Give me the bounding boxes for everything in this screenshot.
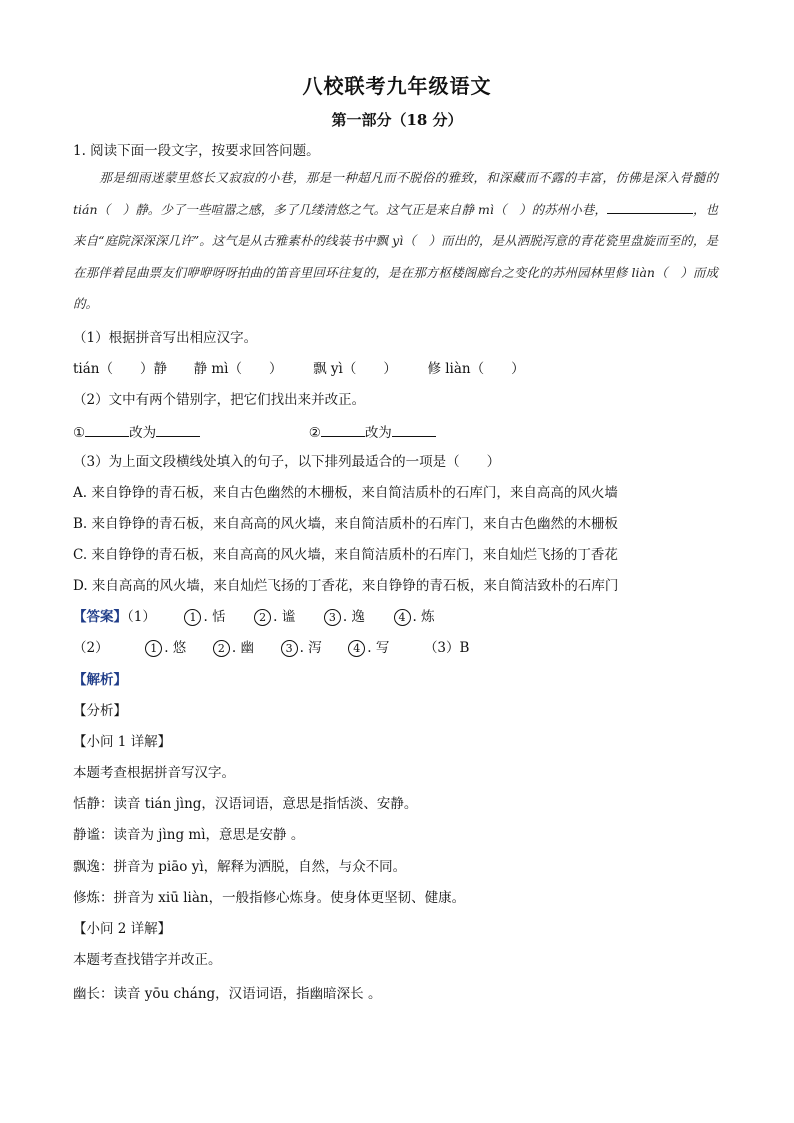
sub-question-2-items xyxy=(73,422,436,442)
correction-1-right-blank[interactable] xyxy=(156,422,200,437)
correction-2-wrong-blank[interactable] xyxy=(321,422,365,437)
correction-1-wrong-blank[interactable] xyxy=(85,422,129,437)
answer-1-1-number: 1 xyxy=(184,609,201,626)
correction-1-number: ① xyxy=(73,425,86,441)
answer-part1-label: （1） xyxy=(127,609,156,625)
answer-2-2-number: 2 xyxy=(213,640,230,657)
question-stem: 1. 阅读下面一段文字，按要求回答问题。 xyxy=(73,143,320,159)
option-c[interactable]: C. 来自铮铮的青石板，来自高高的风火墙，来自简洁质朴的石库门，来自灿烂飞扬的丁香花 xyxy=(73,547,618,563)
option-d[interactable]: D. 来自高高的风火墙，来自灿烂飞扬的丁香花，来自铮铮的青石板，来自简洁致朴的石库门 xyxy=(73,578,619,594)
sub-question-2-label: （2）文中有两个错别字，把它们找出来并改正。 xyxy=(73,392,366,408)
passage-text-part1: 那是细雨迷蒙里悠长又寂寂的小巷，那是一种超凡而不脱俗的雅致，和深藏而不露的丰富，仿佛是深入骨髓的 tián（ ）静。少了一些喧嚣之感，多了几缕清悠之气。这气正是来自静 mì（ ）的苏州小巷， xyxy=(73,170,718,217)
section-subtitle: 第一部分（18 分） xyxy=(331,111,463,129)
detail-1-line-3: 飘逸：拼音为 piāo yì，解释为洒脱，自然，与众不同。 xyxy=(73,859,407,875)
answer-2-3-text: . 泻 xyxy=(299,640,322,656)
sub-question-3-label: （3）为上面文段横线处填入的句子，以下排列最适合的一项是（ ） xyxy=(73,454,501,470)
option-b[interactable]: B. 来自铮铮的青石板，来自高高的风火墙，来自简洁质朴的石库门，来自古色幽然的木栅板 xyxy=(73,516,619,532)
answer-1-3-number: 3 xyxy=(324,609,341,626)
pinyin-item-1: tián（ ）静 xyxy=(73,361,167,377)
detail-1-line-1: 恬静：读音 tián jìng，汉语词语，意思是指恬淡、安静。 xyxy=(73,796,418,812)
answer-2-2-text: . 幽 xyxy=(231,640,254,656)
answer-2-4-text: . 写 xyxy=(367,640,390,656)
detail-1-line-4: 修炼：拼音为 xiū liàn，一般指修心炼身。使身体更坚韧、健康。 xyxy=(73,890,466,906)
analysis-fenxi: 【分析】 xyxy=(73,703,127,719)
page-title: 八校联考九年级语文 xyxy=(302,74,492,98)
detail-1-title: 【小问 1 详解】 xyxy=(73,734,172,750)
answer-line-1 xyxy=(73,608,435,626)
answer-tag: 【答案】 xyxy=(73,609,127,625)
answer-2-1-text: . 悠 xyxy=(164,640,187,656)
answer-1-3-text: . 逸 xyxy=(342,609,365,625)
sub-question-1-label: （1）根据拼音写出相应汉字。 xyxy=(73,330,258,346)
answer-1-4-number: 4 xyxy=(394,609,411,626)
pinyin-item-4: 修 liàn（ ） xyxy=(427,361,525,377)
pinyin-item-3: 飘 yì（ ） xyxy=(313,361,397,377)
answer-part3: （3）B xyxy=(423,640,470,656)
correction-2-number: ② xyxy=(308,425,321,441)
passage-text-part2: ，也来自“庭院深深深几许”。这气是从古雅素朴的线装书中飘 yì（ ）而出的，是从洒脱泻意的青花瓷里盘旋而至的，是在那伴着昆曲票友们咿咿呀呀拍曲的笛音里回环往复的，是在那方枢楼阁廊台之变化的苏州园林里修 liàn（ ）而成的。 xyxy=(73,201,718,311)
correction-2-change-word: 改为 xyxy=(364,425,392,441)
answer-1-2-number: 2 xyxy=(254,609,271,626)
correction-1-change-word: 改为 xyxy=(129,425,157,441)
answer-1-2-text: . 谧 xyxy=(273,609,296,625)
reading-passage xyxy=(73,162,718,320)
answer-part2-label: （2） xyxy=(73,640,109,656)
sub-question-1-items xyxy=(73,360,525,378)
correction-2-right-blank[interactable] xyxy=(392,422,436,437)
analysis-tag: 【解析】 xyxy=(73,672,127,688)
answer-2-1-number: 1 xyxy=(145,640,162,657)
option-a[interactable]: A. 来自铮铮的青石板，来自古色幽然的木栅板，来自简洁质朴的石库门，来自高高的风火墙 xyxy=(73,485,618,501)
answer-2-3-number: 3 xyxy=(281,640,298,657)
detail-1-intro: 本题考查根据拼音写汉字。 xyxy=(73,765,235,781)
answer-line-2 xyxy=(73,639,469,657)
answer-2-4-number: 4 xyxy=(348,640,365,657)
detail-2-intro: 本题考查找错字并改正。 xyxy=(73,952,222,968)
pinyin-item-2: 静 mì（ ） xyxy=(193,361,283,377)
answer-1-1-text: . 恬 xyxy=(203,609,226,625)
passage-blank[interactable] xyxy=(607,199,693,214)
detail-2-line: 幽长：读音 yōu cháng，汉语词语，指幽暗深长 。 xyxy=(73,986,382,1002)
answer-1-4-text: . 炼 xyxy=(412,609,435,625)
detail-1-line-2: 静谧：读音为 jìng mì，意思是安静 。 xyxy=(73,827,305,843)
detail-2-title: 【小问 2 详解】 xyxy=(73,921,172,937)
